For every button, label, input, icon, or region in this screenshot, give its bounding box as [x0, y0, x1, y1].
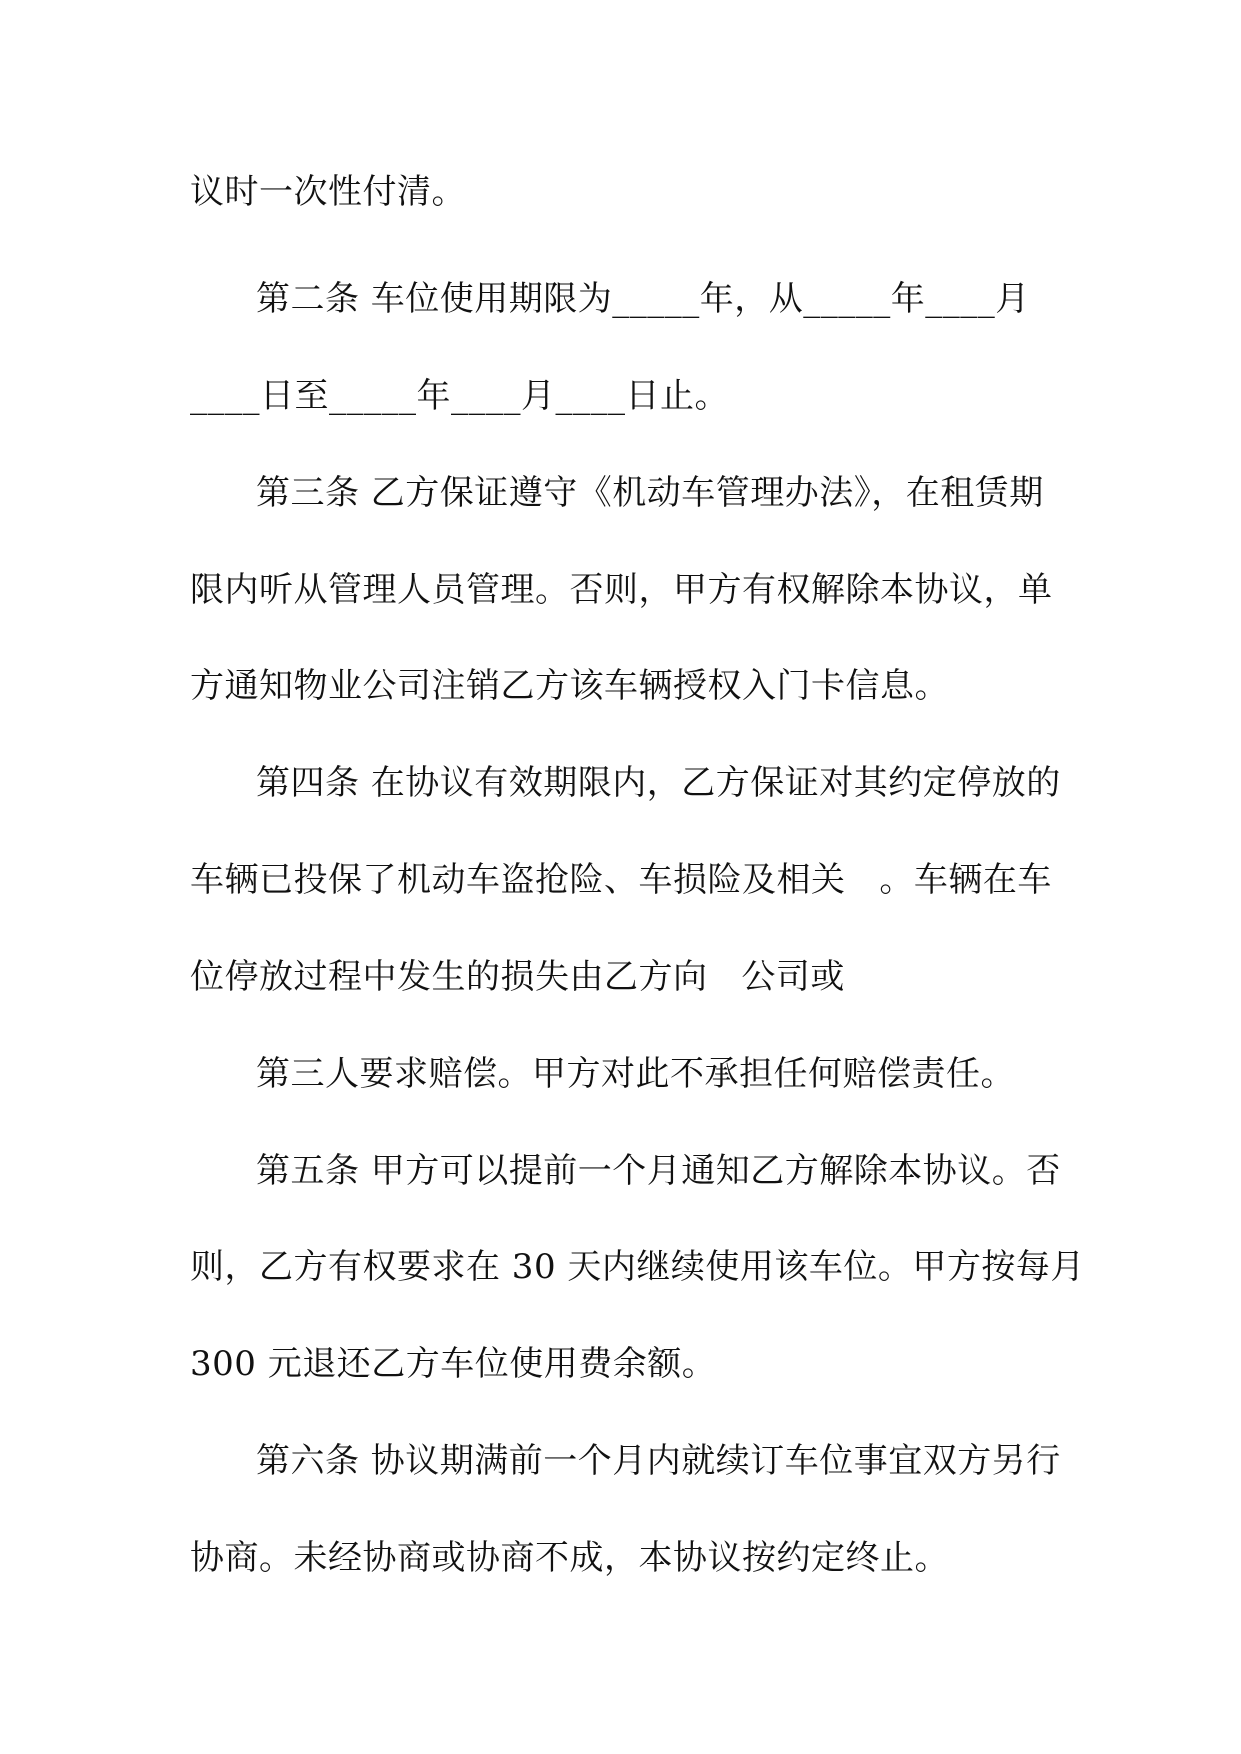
text-line-3: ____日至_____年____月____日止。 — [190, 376, 729, 416]
text-line-1: 议时一次性付清。 — [190, 172, 466, 212]
text-line-9: 位停放过程中发生的损失由乙方向 公司或 — [190, 957, 845, 997]
text-line-13: 300 元退还乙方车位使用费余额。 — [190, 1344, 717, 1384]
text-line-12: 则，乙方有权要求在 30 天内继续使用该车位。甲方按每月 — [190, 1247, 1085, 1287]
text-line-6: 方通知物业公司注销乙方该车辆授权入门卡信息。 — [190, 666, 949, 706]
text-line-14: 第六条 协议期满前一个月内就续订车位事宜双方另行 — [256, 1441, 1061, 1481]
text-line-8: 车辆已投保了机动车盗抢险、车损险及相关 。车辆在车 — [190, 860, 1052, 900]
text-line-10: 第三人要求赔偿。甲方对此不承担任何赔偿责任。 — [256, 1054, 1015, 1094]
text-line-11: 第五条 甲方可以提前一个月通知乙方解除本协议。否 — [256, 1151, 1061, 1191]
text-line-5: 限内听从管理人员管理。否则，甲方有权解除本协议，单 — [190, 570, 1053, 610]
text-line-15: 协商。未经协商或协商不成，本协议按约定终止。 — [190, 1538, 949, 1578]
text-line-4: 第三条 乙方保证遵守《机动车管理办法》，在租赁期 — [256, 473, 1044, 513]
text-line-7: 第四条 在协议有效期限内，乙方保证对其约定停放的 — [256, 763, 1061, 803]
text-line-2: 第二条 车位使用期限为_____年，从_____年____月 — [256, 279, 1030, 319]
